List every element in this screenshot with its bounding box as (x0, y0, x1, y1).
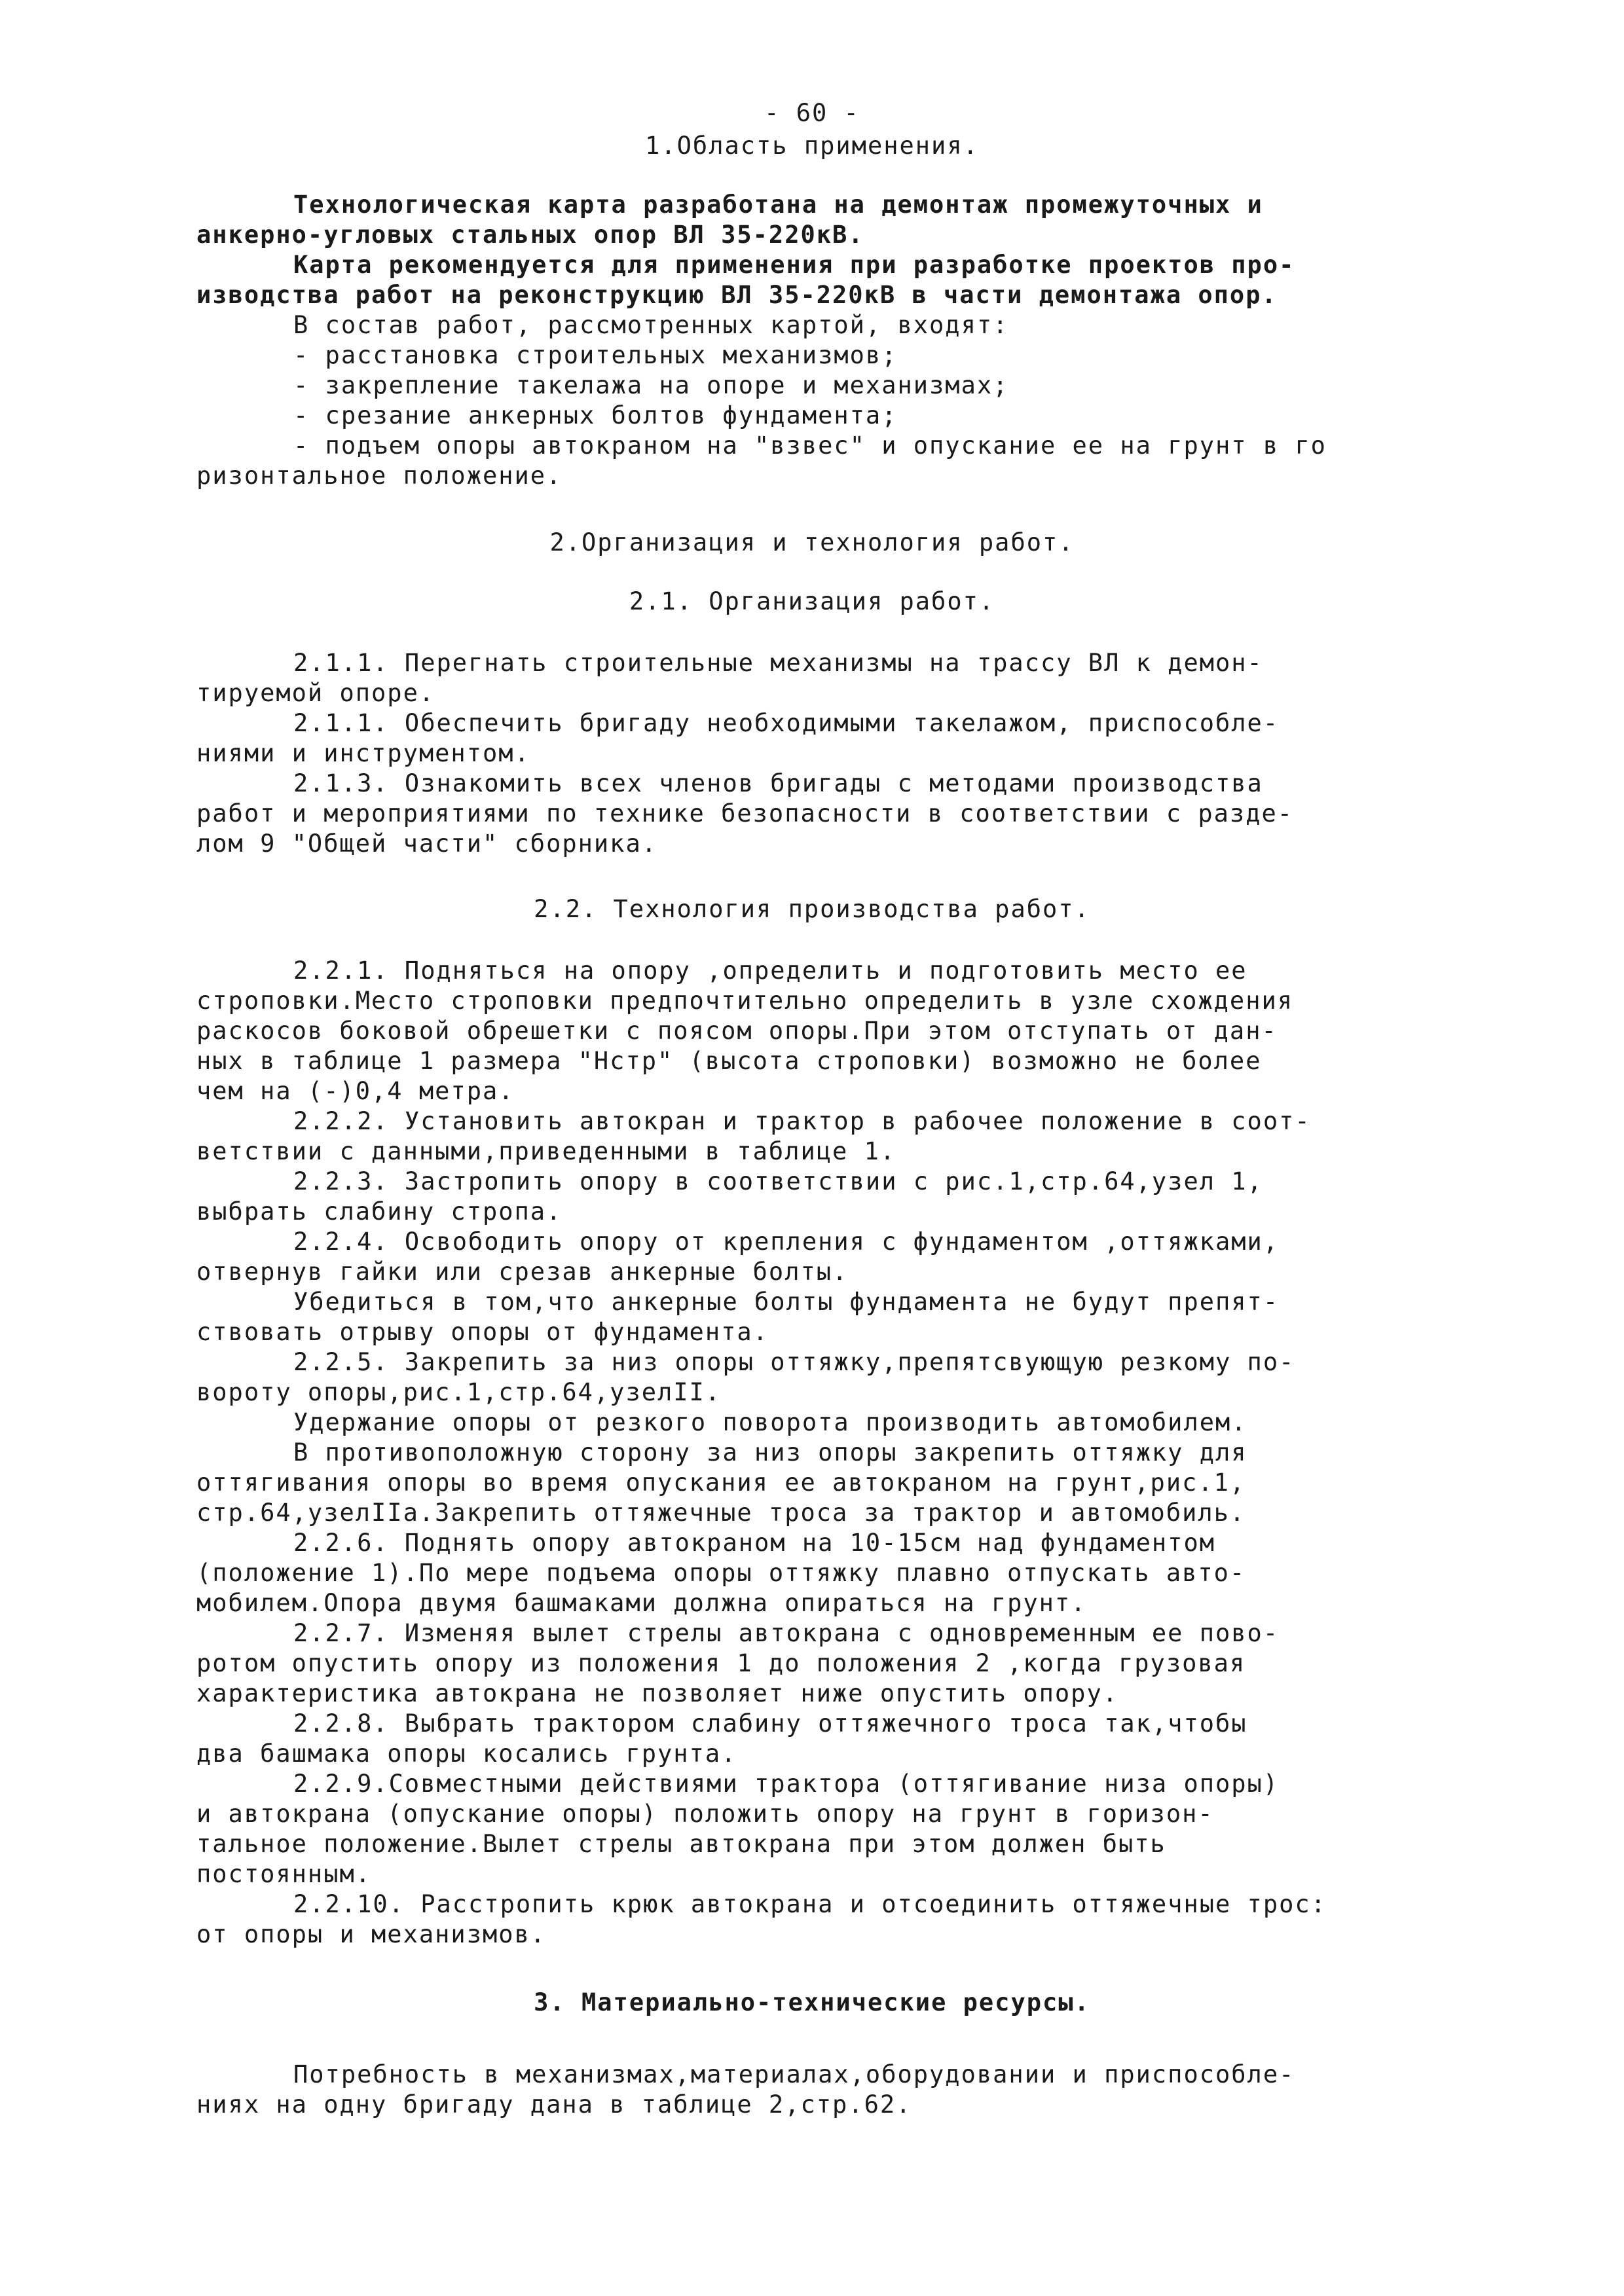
s22-line-13: ствовать отрыву опоры от фундамента. (196, 1318, 769, 1346)
s22-line-12: Убедиться в том,что анкерные болты фундамента не будут препят- (293, 1288, 1280, 1316)
intro-p2-line-2: изводства работ на реконструкцию ВЛ 35-220кВ в части демонтажа опор. (196, 281, 1278, 309)
s22-line-15: вороту опоры,рис.1,стр.64,узелII. (196, 1378, 722, 1406)
s22-line-1: 2.2.1. Подняться на опору ,определить и подготовить место ее (293, 957, 1247, 985)
s22-line-17: В противоположную сторону за низ опоры закрепить оттяжку для (293, 1438, 1247, 1467)
intro-item-3: - срезание анкерных болтов фундамента; (293, 401, 898, 429)
s21-line-4: ниями и инструментом. (196, 739, 530, 767)
s21-line-3: 2.1.1. Обеспечить бригаду необходимыми такелажом, приспособле- (293, 709, 1280, 737)
s22-line-6: 2.2.2. Установить автокран и трактор в рабочее положение в соот- (293, 1107, 1311, 1135)
section-2-title: 2.Организация и технология работ. (549, 528, 1075, 556)
s22-line-3: раскосов боковой обрешетки с поясом опоры.При этом отступать от дан- (196, 1017, 1278, 1045)
intro-item-1: - расстановка строительных механизмов; (293, 341, 898, 369)
section-2-2-title: 2.2. Технология производства работ. (534, 895, 1090, 923)
page-number: - 60 - (764, 99, 860, 127)
s21-line-7: лом 9 "Общей части" сборника. (196, 829, 658, 858)
s22-line-20: 2.2.6. Поднять опору автокраном на 10-15см над фундаментом (293, 1529, 1216, 1557)
s21-line-6: работ и мероприятиями по технике безопасности в соответствии с разде- (196, 799, 1294, 828)
section-1-title: 1.Область применения. (645, 132, 979, 160)
s22-line-24: ротом опустить опору из положения 1 до положения 2 ,когда грузовая (196, 1649, 1246, 1677)
s22-line-8: 2.2.3. Застропить опору в соответствии с рис.1,стр.64,узел 1, (293, 1167, 1263, 1195)
s22-line-22: мобилем.Опора двумя башмаками должна опираться на грунт. (196, 1589, 1087, 1617)
s22-line-25: характеристика автокрана не позволяет ниже опустить опору. (196, 1679, 1119, 1707)
intro-p3: В состав работ, рассмотренных картой, входят: (293, 311, 1009, 339)
s22-line-16: Удержание опоры от резкого поворота производить автомобилем. (293, 1408, 1247, 1436)
intro-p1-line-1: Технологическая карта разработана на демонтаж промежуточных и (293, 191, 1263, 219)
s22-line-10: 2.2.4. Освободить опору от крепления с фундаментом ,оттяжками, (293, 1228, 1280, 1256)
intro-p1-line-2: анкерно-угловых стальных опор ВЛ 35-220кВ. (196, 221, 864, 249)
s22-line-21: (положение 1).По мере подъема опоры оттяжку плавно отпускать авто- (196, 1559, 1246, 1587)
s22-line-9: выбрать слабину стропа. (196, 1197, 563, 1226)
s21-line-1: 2.1.1. Перегнать строительные механизмы на трассу ВЛ к демон- (293, 649, 1263, 677)
s21-line-2: тируемой опоре. (196, 679, 435, 707)
s22-line-33: от опоры и механизмов. (196, 1920, 547, 1948)
s22-line-30: тальное положение.Вылет стрелы автокрана при этом должен быть (196, 1830, 1166, 1858)
s22-line-29: и автокрана (опускание опоры) положить опору на грунт в горизон- (196, 1800, 1214, 1828)
intro-item-4: - подъем опоры автокраном на "взвес" и опускание ее на грунт в го (293, 431, 1327, 460)
s22-line-32: 2.2.10. Расстропить крюк автокрана и отсоединить оттяжечные трос: (293, 1890, 1327, 1918)
section-3-title: 3. Материально-технические ресурсы. (534, 1988, 1090, 2016)
s22-line-14: 2.2.5. Закрепить за низ опоры оттяжку,препятсвующую резкому по- (293, 1348, 1295, 1376)
s22-line-26: 2.2.8. Выбрать трактором слабину оттяжечного троса так,чтобы (293, 1709, 1247, 1738)
s22-line-18: оттягивания опоры во время опускания ее автокраном на грунт,рис.1, (196, 1468, 1246, 1497)
section-2-1-title: 2.1. Организация работ. (629, 587, 995, 615)
s22-line-28: 2.2.9.Совместными действиями трактора (оттягивание низа опоры) (293, 1770, 1280, 1798)
s22-line-19: стр.64,узелIIа.Закрепить оттяжечные троса за трактор и автомобиль. (196, 1499, 1246, 1527)
s3-line-2: ниях на одну бригаду дана в таблице 2,стр.62. (196, 2090, 912, 2119)
intro-item-4-cont: ризонтальное положение. (196, 462, 563, 490)
s22-line-27: два башмака опоры косались грунта. (196, 1740, 737, 1768)
s22-line-7: ветствии с данными,приведенными в таблице 1. (196, 1137, 896, 1165)
s3-line-1: Потребность в механизмах,материалах,оборудовании и приспособле- (293, 2060, 1295, 2088)
s22-line-4: ных в таблице 1 размера "Нстр" (высота строповки) возможно не более (196, 1047, 1262, 1075)
s21-line-5: 2.1.3. Ознакомить всех членов бригады с методами производства (293, 769, 1263, 797)
intro-item-2: - закрепление такелажа на опоре и механизмах; (293, 371, 1009, 399)
s22-line-11: отвернув гайки или срезав анкерные болты. (196, 1258, 849, 1286)
s22-line-31: постоянным. (196, 1860, 372, 1888)
s22-line-2: строповки.Место строповки предпочтительно определить в узле схождения (196, 987, 1294, 1015)
s22-line-23: 2.2.7. Изменяя вылет стрелы автокрана с одновременным ее пово- (293, 1619, 1280, 1647)
intro-p2-line-1: Карта рекомендуется для применения при разработке проектов про- (293, 251, 1295, 279)
s22-line-5: чем на (-)0,4 метра. (196, 1077, 515, 1105)
